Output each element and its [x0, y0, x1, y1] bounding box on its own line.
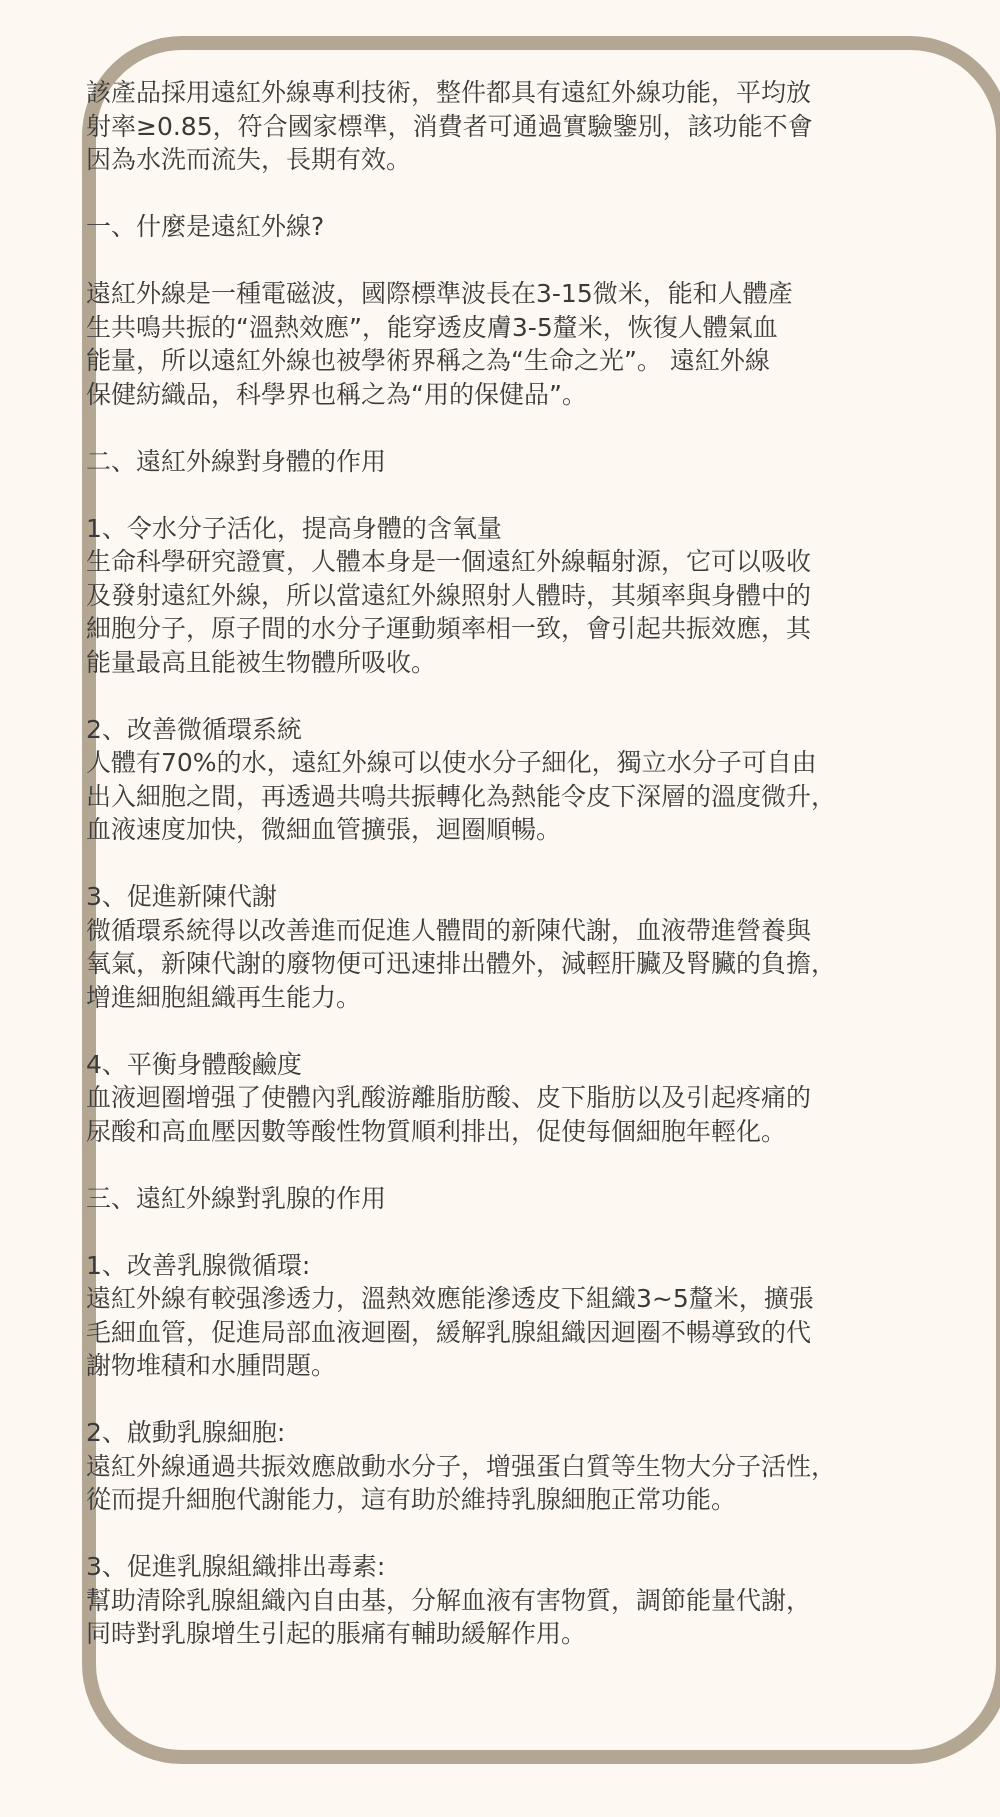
- section2-item-2: [86, 713, 862, 847]
- section2-item-1: [86, 512, 862, 680]
- article-body: [86, 76, 862, 1684]
- item-title: 2、啟動乳腺細胞:: [86, 1418, 286, 1447]
- text-line: 血液速度加快，微細血管擴張，迴圈順暢。: [86, 815, 562, 844]
- text-line: 生命科學研究證實，人體本身是一個遠紅外線輻射源，它可以吸收: [86, 547, 812, 576]
- item-title: 1、令水分子活化，提高身體的含氧量: [86, 513, 502, 543]
- text-line: 因為水洗而流失，長期有效。: [86, 145, 412, 174]
- section3-item-2: [86, 1416, 862, 1517]
- text-line: 射率≥0.85，符合國家標準，消費者可通過實驗鑒別，該功能不會: [86, 111, 813, 141]
- text-line: 氧氣，新陳代謝的廢物便可迅速排出體外，減輕肝臟及腎臟的負擔，: [86, 949, 837, 978]
- text-line: 能量，所以遠紅外線也被學術界稱之為“生命之光”。 遠紅外線: [86, 346, 770, 375]
- text-line: 該產品採用遠紅外線專利技術，整件都具有遠紅外線功能，平均放: [86, 78, 812, 107]
- text-line: 生共鳴共振的“溫熱效應”，能穿透皮膚3-5釐米，恢復人體氣血: [86, 312, 778, 342]
- section3-item-1: [86, 1249, 862, 1383]
- section-heading-3: 三、遠紅外線對乳腺的作用: [86, 1183, 387, 1213]
- text-line: 同時對乳腺增生引起的脹痛有輔助緩解作用。: [86, 1619, 587, 1648]
- text-line: 尿酸和高血壓因數等酸性物質順利排出，促使每個細胞年輕化。: [86, 1116, 787, 1146]
- text-line: 血液迴圈增强了使體內乳酸游離脂肪酸、皮下脂肪以及引起疼痛的: [86, 1083, 812, 1112]
- text-line: 細胞分子，原子間的水分子運動頻率相一致，會引起共振效應，其: [86, 614, 812, 643]
- text-line: 幫助清除乳腺組織內自由基，分解血液有害物質，調節能量代謝，: [86, 1585, 812, 1615]
- text-line: 增進細胞組織再生能力。: [86, 982, 362, 1012]
- item-title: 1、改善乳腺微循環:: [86, 1250, 311, 1280]
- section2-item-3: [86, 880, 862, 1014]
- section-heading-2: 二、遠紅外線對身體的作用: [86, 446, 387, 476]
- text-line: 遠紅外線是一種電磁波，國際標準波長在3-15微米，能和人體產: [86, 279, 793, 308]
- text-line: 謝物堆積和水腫問題。: [86, 1351, 337, 1380]
- section3-item-3: [86, 1550, 862, 1651]
- section2-item-4: [86, 1048, 862, 1149]
- text-line: 出入細胞之間，再透過共鳴共振轉化為熱能令皮下深層的溫度微升，: [86, 781, 837, 811]
- text-line: 遠紅外線有較强滲透力，溫熱效應能滲透皮下組織3~5釐米，擴張: [86, 1284, 814, 1313]
- text-line: 毛細血管，促進局部血液迴圈，緩解乳腺組織因迴圈不暢導致的代: [86, 1317, 812, 1347]
- section1-paragraph: [86, 277, 862, 411]
- text-line: 及發射遠紅外線，所以當遠紅外線照射人體時，其頻率與身體中的: [86, 580, 812, 610]
- text-line: 人體有70%的水，遠紅外線可以使水分子細化，獨立水分子可自由: [86, 748, 817, 777]
- text-line: 能量最高且能被生物體所吸收。: [86, 647, 437, 677]
- item-title: 2、改善微循環系統: [86, 714, 302, 744]
- section-heading-1: 一、什麼是遠紅外線?: [86, 212, 325, 241]
- text-line: 從而提升細胞代謝能力，這有助於維持乳腺細胞正常功能。: [86, 1485, 737, 1514]
- intro-paragraph: [86, 76, 862, 177]
- item-title: 3、促進新陳代謝: [86, 882, 277, 911]
- text-line: 微循環系統得以改善進而促進人體間的新陳代謝，血液帶進營養與: [86, 915, 812, 945]
- text-line: 保健紡織品，科學界也稱之為“用的保健品”。: [86, 379, 587, 409]
- item-title: 4、平衡身體酸鹼度: [86, 1049, 302, 1079]
- item-title: 3、促進乳腺組織排出毒素:: [86, 1552, 386, 1581]
- text-line: 遠紅外線通過共振效應啟動水分子，增强蛋白質等生物大分子活性，: [86, 1451, 837, 1481]
